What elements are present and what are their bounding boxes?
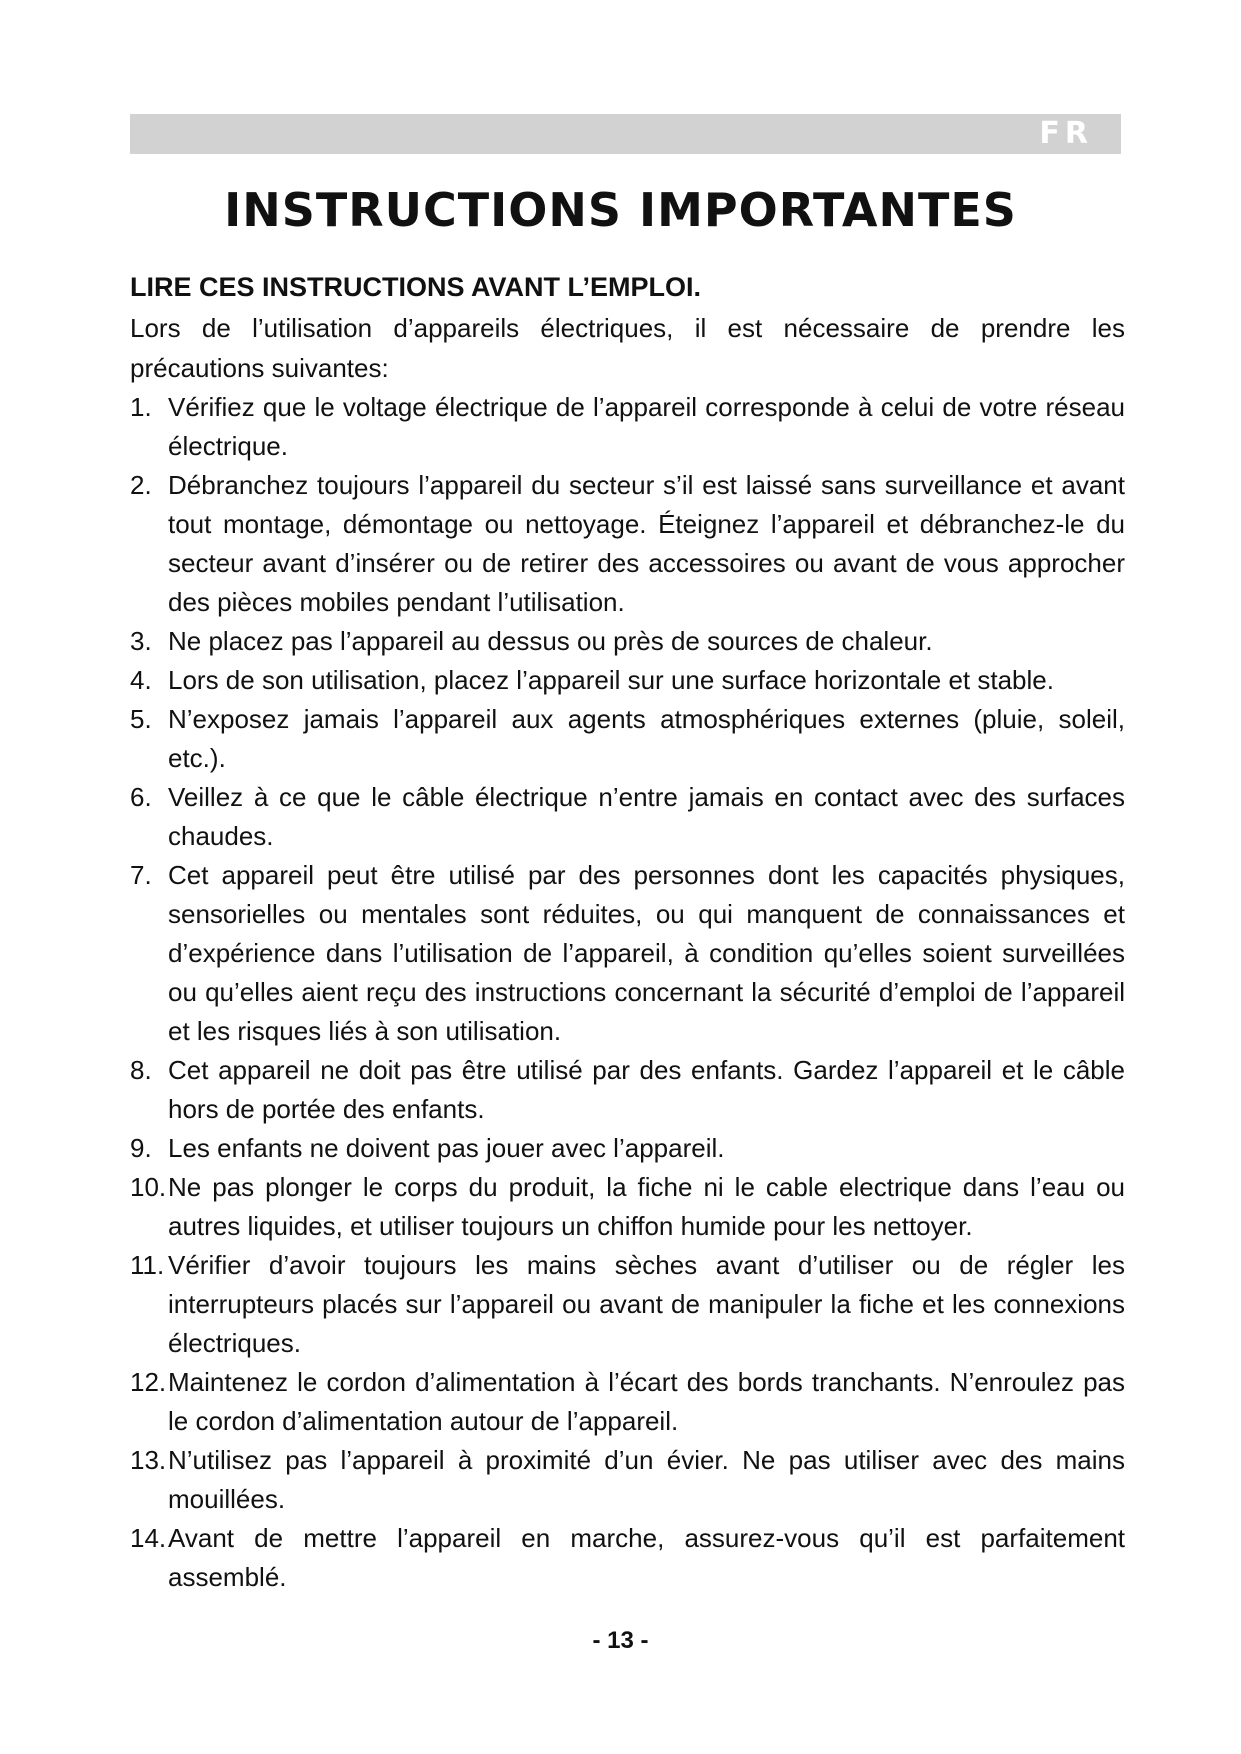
list-item — [130, 1363, 1125, 1441]
item-text: Maintenez le cordon d’alimentation à l’écart des bords tranchants. N’enroulez pas le cordon d’alimentation autour de l’appareil. — [168, 1367, 1125, 1436]
page-title: INSTRUCTIONS IMPORTANTES — [224, 183, 1017, 237]
item-text: Veillez à ce que le câble électrique n’entre jamais en contact avec des surfaces chaudes. — [168, 782, 1125, 851]
list-item — [130, 622, 1125, 661]
instructions-content — [130, 266, 1125, 1597]
item-text: Ne pas plonger le corps du produit, la fiche ni le cable electrique dans l’eau ou autres liquides, et utiliser toujours un chiffon humide pour les nettoyer. — [168, 1172, 1125, 1241]
item-number: 6. — [130, 782, 152, 812]
page-number: - 13 - — [592, 1627, 649, 1654]
list-item — [130, 466, 1125, 622]
item-text: Cet appareil ne doit pas être utilisé par des enfants. Gardez l’appareil et le câble hors de portée des enfants. — [168, 1055, 1125, 1124]
item-text: Les enfants ne doivent pas jouer avec l’appareil. — [168, 1133, 725, 1163]
list-item — [130, 778, 1125, 856]
item-number: 11. — [130, 1250, 165, 1280]
item-text: Ne placez pas l’appareil au dessus ou près de sources de chaleur. — [168, 626, 933, 656]
item-number: 2. — [130, 470, 152, 500]
item-number: 3. — [130, 626, 152, 656]
intro-paragraph: Lors de l’utilisation d’appareils électriques, il est nécessaire de prendre les précautions suivantes: — [130, 313, 1125, 383]
item-number: 5. — [130, 704, 152, 734]
item-number: 4. — [130, 665, 152, 695]
list-item — [130, 700, 1125, 778]
item-number: 8. — [130, 1055, 152, 1085]
item-number: 14. — [130, 1523, 167, 1553]
item-number: 12. — [130, 1367, 167, 1397]
item-text: Débranchez toujours l’appareil du secteur s’il est laissé sans surveillance et avant tout montage, démontage ou nettoyage. Éteignez l’appareil et débranchez-le du secteur avant d’insérer ou de retirer des accessoires ou avant de vous approcher des pièces mobiles pendant l’utilisation. — [168, 470, 1125, 617]
item-number: 7. — [130, 860, 152, 890]
item-text: Vérifiez que le voltage électrique de l’appareil corresponde à celui de votre réseau électrique. — [168, 392, 1125, 461]
item-text: N’utilisez pas l’appareil à proximité d’un évier. Ne pas utiliser avec des mains mouillées. — [168, 1445, 1125, 1514]
subtitle: LIRE CES INSTRUCTIONS AVANT L’EMPLOI. — [130, 272, 702, 302]
list-item — [130, 1246, 1125, 1363]
language-header-bar — [130, 114, 1121, 154]
item-number: 13. — [130, 1445, 167, 1475]
list-item — [130, 1519, 1125, 1597]
list-item — [130, 1129, 1125, 1168]
item-text: Lors de son utilisation, placez l’appareil sur une surface horizontale et stable. — [168, 665, 1054, 695]
list-item — [130, 856, 1125, 1051]
list-item — [130, 1051, 1125, 1129]
list-item — [130, 388, 1125, 466]
item-text: Vérifier d’avoir toujours les mains sèches avant d’utiliser ou de régler les interrupteurs placés sur l’appareil ou avant de manipuler la fiche et les connexions électriques. — [168, 1250, 1125, 1358]
item-text: Cet appareil peut être utilisé par des personnes dont les capacités physiques, sensorielles ou mentales sont réduites, ou qui manquent de connaissances et d’expérience dans l’utilisation de l’appareil, à condition qu’elles soient surveillées ou qu’elles aient reçu des instructions concernant la sécurité d’emploi de l’appareil et les risques liés à son utilisation. — [168, 860, 1125, 1046]
item-text: N’exposez jamais l’appareil aux agents atmosphériques externes (pluie, soleil, etc.). — [168, 704, 1125, 773]
item-text: Avant de mettre l’appareil en marche, assurez-vous qu’il est parfaitement assemblé. — [168, 1523, 1125, 1592]
item-number: 1. — [130, 392, 152, 422]
language-code: FR — [1039, 116, 1093, 151]
item-number: 9. — [130, 1133, 152, 1163]
instructions-list — [130, 388, 1125, 1597]
list-item — [130, 1441, 1125, 1519]
list-item — [130, 1168, 1125, 1246]
item-number: 10. — [130, 1172, 167, 1202]
list-item — [130, 661, 1125, 700]
